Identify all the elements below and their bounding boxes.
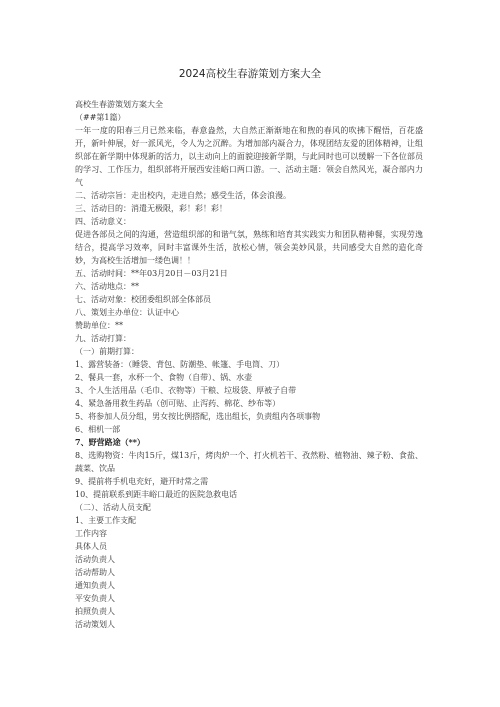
document-line: 二、活动宗旨：走出校内，走进自然；感受生活，体会浪漫。: [75, 191, 291, 200]
document-line: 赞助单位：**: [75, 321, 123, 330]
document-line: 五、活动时间：**年03月20日－03月21日: [75, 269, 228, 278]
document-line: 四、活动意义：: [75, 217, 131, 226]
document-line: 3、个人生活用品（毛巾、衣物等）干粮、垃圾袋、厚被子自带: [75, 386, 297, 395]
document-line: 10、提前联系到距丰峪口最近的医院急救电话: [75, 490, 238, 499]
document-line: 1、主要工作支配: [75, 516, 137, 525]
document-line: 八、策划主办单位：认证中心: [75, 308, 179, 317]
document-title: 2024高校生春游策划方案大全: [178, 68, 322, 80]
document-line: 8、选购物资：牛肉15斤，煤13斤，烤肉炉一个、打火机若干、孜然粉、植物油、辣子粉、食盐、蔬菜、饮品: [75, 451, 423, 473]
document-line: 工作内容: [75, 529, 107, 538]
document-line: 7、野营路途（**）: [75, 437, 145, 447]
document-line: 七、活动对象：校团委组织部全体部员: [75, 295, 211, 304]
document-line: 9、提前将手机电充好，避开时常之需: [75, 477, 209, 486]
document-line: 九、活动打算：: [75, 334, 131, 343]
document-line: 活动帮助人: [75, 568, 115, 577]
document-body: [75, 98, 423, 631]
document-line: 六、活动地点：**: [75, 282, 139, 291]
document-line: 高校生春游策划方案大全: [75, 100, 163, 109]
document-line: 一年一度的阳春三月已然来临，春意盎然，大自然正渐渐地在和煦的春风的吹拂下醒悟，百花盛开，新叶伸展，好一派风光，令人为之沉醉。为增加部内凝合力，体现团结友爱的团体精神，让组织部在新学期中体现新的活力，以主动向上的面貌迎接新学期，与此同时也可以缓解一下各位部员的学习、工作压力，组织部将开展西安洼峪口两口游。一、活动主题：领会自然风光，凝合部内力气: [75, 126, 423, 187]
document-line: （一）前期打算：: [75, 347, 139, 356]
document-line: 5、将参加人员分组，男女按比例搭配，选出组长，负责组内各项事物: [75, 412, 321, 421]
document-line: 4、紧急备用救生药品（创可贴、止泻药、棉花、纱布等）: [75, 399, 281, 408]
document-line: （二）、活动人员支配: [75, 503, 151, 512]
document-line: 活动负责人: [75, 555, 115, 564]
document-line: 平安负责人: [75, 594, 115, 603]
document-line: 1、露营装备：（睡袋、背包、防潮垫、帐篷、手电筒、刀）: [75, 360, 285, 369]
document-line: 2、餐具一套，水杯一个、食物（自带）、锅、水壶: [75, 373, 253, 382]
document-line: 具体人员: [75, 542, 107, 551]
document-line: 活动策划人: [75, 620, 115, 629]
document-line: 三、活动目的：消遣无极限，彩！彩！彩！: [75, 204, 227, 213]
document-line: 促进各部员之间的沟通，营造组织部的和谐气氛，熟练和培育其实践实力和团队精神餐，实现劳逸结合，提高学习效率，同时丰富课外生活，放松心情，领会美妙风景，共同感受大自然的造化奇妙，为高校生活增加一缕色调！！: [75, 230, 423, 265]
document-line: 6、相机一部: [75, 425, 121, 434]
document-line: （##第1篇）: [75, 113, 126, 122]
document-line: 拍照负责人: [75, 607, 115, 616]
document-line: 通知负责人: [75, 581, 115, 590]
